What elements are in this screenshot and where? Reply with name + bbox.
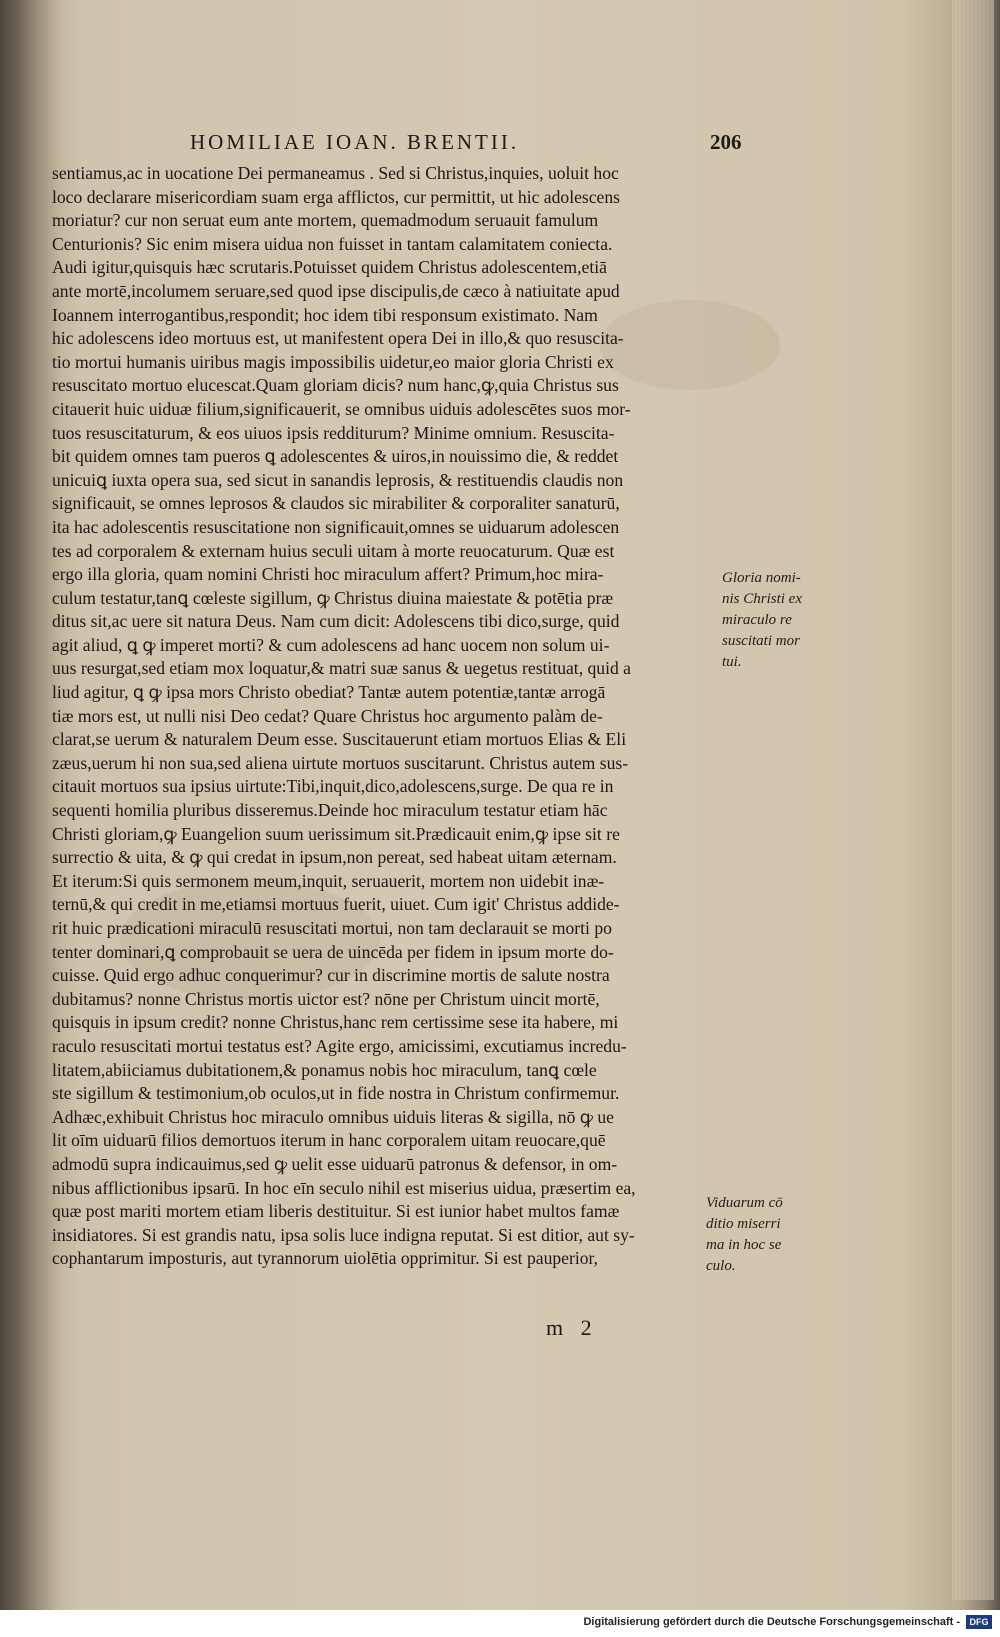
- page-fore-edge: [952, 0, 994, 1600]
- footer-bar: [0, 1610, 1000, 1637]
- margin-note-line: ditio miserri: [706, 1216, 781, 1232]
- text-line: tiæ mors est, ut nulli nisi Deo cedat? Quare Christus hoc argumento palàm de-: [52, 705, 603, 726]
- text-line: litatem,abiiciamus dubitationem,& ponamus nobis hoc miraculum, tanꝗ cœle: [52, 1059, 597, 1080]
- text-line: loco declarare misericordiam suam erga afflictos, cur permittit, ut hic adolescens: [52, 186, 620, 207]
- running-head-title: HOMILIAE IOAN. BRENTII.: [190, 130, 520, 154]
- text-line: admodū supra indicauimus,sed ꝙ uelit esse uiduarū patronus & defensor, in om-: [52, 1153, 618, 1174]
- dfg-logo: DFG: [966, 1615, 992, 1629]
- text-line: resuscitato mortuo elucescat.Quam gloriam dicis? num hanc,ꝙ,quia Christus sus: [52, 375, 619, 396]
- text-line: lit oīm uiduarū filios demortuos iterum in hanc corporalem uitam reuocare,quē: [52, 1130, 606, 1151]
- text-line: unicuiꝗ iuxta opera sua, sed sicut in sanandis leprosis, & restituendis claudis non: [52, 469, 624, 490]
- text-line: liud agitur, ꝗ ꝙ ipsa mors Christo obediat? Tantæ autem potentiæ,tantæ arrogā: [52, 682, 606, 703]
- folio-number: 206: [710, 130, 742, 154]
- text-line: ditus sit,ac uere sit natura Deus. Nam cum dicit: Adolescens tibi dico,surge, quid: [52, 611, 620, 632]
- text-line: significauit, se omnes leprosos & claudos sic mirabiliter & corporaliter sanaturū,: [52, 493, 620, 514]
- text-line: dubitamus? nonne Christus mortis uictor est? nōne per Christum uincit mortē,: [52, 988, 600, 1009]
- text-line: ergo illa gloria, quam nomini Christi hoc miraculum affert? Primum,hoc mira-: [52, 564, 604, 585]
- text-line: Audi igitur,quisquis hæc scrutaris.Potuisset quidem Christus adolescentem,etiā: [52, 257, 607, 278]
- text-line: raculo resuscitati mortui testatus est? Agite ergo, amicissimi, excutiamus incredu-: [52, 1035, 627, 1056]
- text-line: ste sigillum & testimonium,ob oculos,ut in fide nostra in Christum confirmemur.: [52, 1083, 620, 1104]
- text-line: bit quidem omnes tam pueros ꝗ adolescentes & uiros,in nouissimo die, & reddet: [52, 446, 619, 467]
- footer-funding-text: Digitalisierung gefördert durch die Deutsche Forschungsgemeinschaft -: [583, 1616, 960, 1628]
- signature-mark: m 2: [546, 1315, 598, 1340]
- text-line: ita hac adolescentis resuscitatione non significauit,omnes se uiduarum adolescen: [52, 516, 620, 537]
- margin-note-gloria: [722, 568, 814, 673]
- margin-note-viduarum: [706, 1193, 798, 1277]
- text-line: uus resurgat,sed etiam mox loquatur,& matri suæ sanus & uegetus restituat, quid a: [52, 658, 631, 679]
- text-line: tio mortui humanis uiribus magis impossibilis uidetur,eo maior gloria Christi ex: [52, 351, 614, 372]
- text-line: tuos resuscitaturum, & eos uiuos ipsis redditurum? Minime omnium. Resuscita-: [52, 422, 615, 443]
- margin-note-line: miraculo re: [722, 612, 792, 628]
- text-line: citauerit huic uiduæ filium,significauerit, se omnibus uiduis adolescētes suos mor-: [52, 398, 631, 419]
- text-line: quisquis in ipsum credit? nonne Christus,hanc rem certissime sese ita habere, mi: [52, 1012, 619, 1033]
- text-line: sequenti homilia pluribus disseremus.Deinde hoc miraculum testatur etiam hāc: [52, 800, 608, 821]
- margin-note-line: Viduarum cō: [706, 1195, 783, 1211]
- text-line: agit aliud, ꝗ ꝙ imperet morti? & cum adolescens ad hanc uocem non solum ui-: [52, 634, 610, 655]
- text-line: tes ad corporalem & externam huius seculi uitam à morte reuocaturum. Quæ est: [52, 540, 615, 561]
- text-line: cophantarum imposturis, aut tyrannorum uiolētia opprimitur. Si est pauperior,: [52, 1248, 599, 1269]
- text-line: hic adolescens ideo mortuus est, ut manifestent opera Dei in illo,& quo resuscita-: [52, 328, 624, 349]
- text-line: sentiamus,ac in uocatione Dei permaneamus . Sed si Christus,inquies, uoluit hoc: [52, 163, 619, 183]
- running-head: [190, 130, 930, 158]
- text-line: surrectio & uita, & ꝙ qui credat in ipsum,non pereat, sed habeat uitam æternam.: [52, 847, 617, 868]
- text-line: tenter dominari,ꝗ comprobauit se uera de uincēda per fidem in ipsum morte do-: [52, 941, 614, 962]
- text-line: quæ post mariti mortem etiam liberis destituitur. Si est iunior habet multos famæ: [52, 1201, 620, 1222]
- margin-note-line: ma in hoc se: [706, 1237, 782, 1253]
- text-line: zæus,uerum hi non sua,sed aliena uirtute mortuos suscitarunt. Christus autem sus-: [52, 752, 629, 773]
- text-line: rit huic prædicationi miraculū resuscitati mortui, non tam declarauit se morti po: [52, 918, 612, 938]
- margin-note-line: culo.: [706, 1258, 736, 1274]
- text-line: cuisse. Quid ergo adhuc conquerimur? cur in discrimine mortis de salute nostra: [52, 965, 610, 986]
- text-line: moriatur? cur non seruat eum ante mortem, quemadmodum seruauit famulum: [52, 210, 599, 231]
- margin-note-line: suscitati mor: [722, 633, 800, 649]
- main-text-block: [52, 162, 712, 1362]
- text-line: Ioannem interrogantibus,respondit; hoc idem tibi responsum existimato. Nam: [52, 304, 598, 325]
- text-line: insidiatores. Si est grandis natu, ipsa solis luce indigna reputat. Si est ditior, aut sy-: [52, 1224, 635, 1245]
- text-line: citauit mortuos sua ipsius uirtute:Tibi,inquit,dico,adolescens,surge. De qua re in: [52, 776, 614, 797]
- text-line: culum testatur,tanꝗ cœleste sigillum, ꝙ Christus diuina maiestate & potētia præ: [52, 587, 614, 608]
- text-line: clarat,se uerum & naturalem Deum esse. Suscitauerunt etiam mortuos Elias & Eli: [52, 729, 627, 750]
- text-line: ternū,& qui credit in me,etiamsi mortuus fuerit, uiuet. Cum igit' Christus addide-: [52, 894, 620, 915]
- text-line: Adhæc,exhibuit Christus hoc miraculo omnibus uiduis literas & sigilla, nō ꝙ ue: [52, 1106, 614, 1127]
- margin-note-line: nis Christi ex: [722, 591, 803, 607]
- text-line: nibus afflictionibus ipsarū. In hoc eīn seculo nihil est miserius uidua, præsertim ea,: [52, 1177, 636, 1198]
- text-line: Centurionis? Sic enim misera uidua non fuisset in tantam calamitatem coniecta.: [52, 233, 613, 254]
- margin-note-line: tui.: [722, 654, 742, 670]
- margin-note-line: Gloria nomi-: [722, 570, 801, 586]
- text-line: ante mortē,incolumem seruare,sed quod ipse discipulis,de cæco à natiuitate apud: [52, 280, 620, 301]
- text-line: Et iterum:Si quis sermonem meum,inquit, seruauerit, mortem non uidebit inæ-: [52, 870, 605, 891]
- text-line: Christi gloriam,ꝙ Euangelion suum uerissimum sit.Prædicauit enim,ꝙ ipse sit re: [52, 823, 620, 844]
